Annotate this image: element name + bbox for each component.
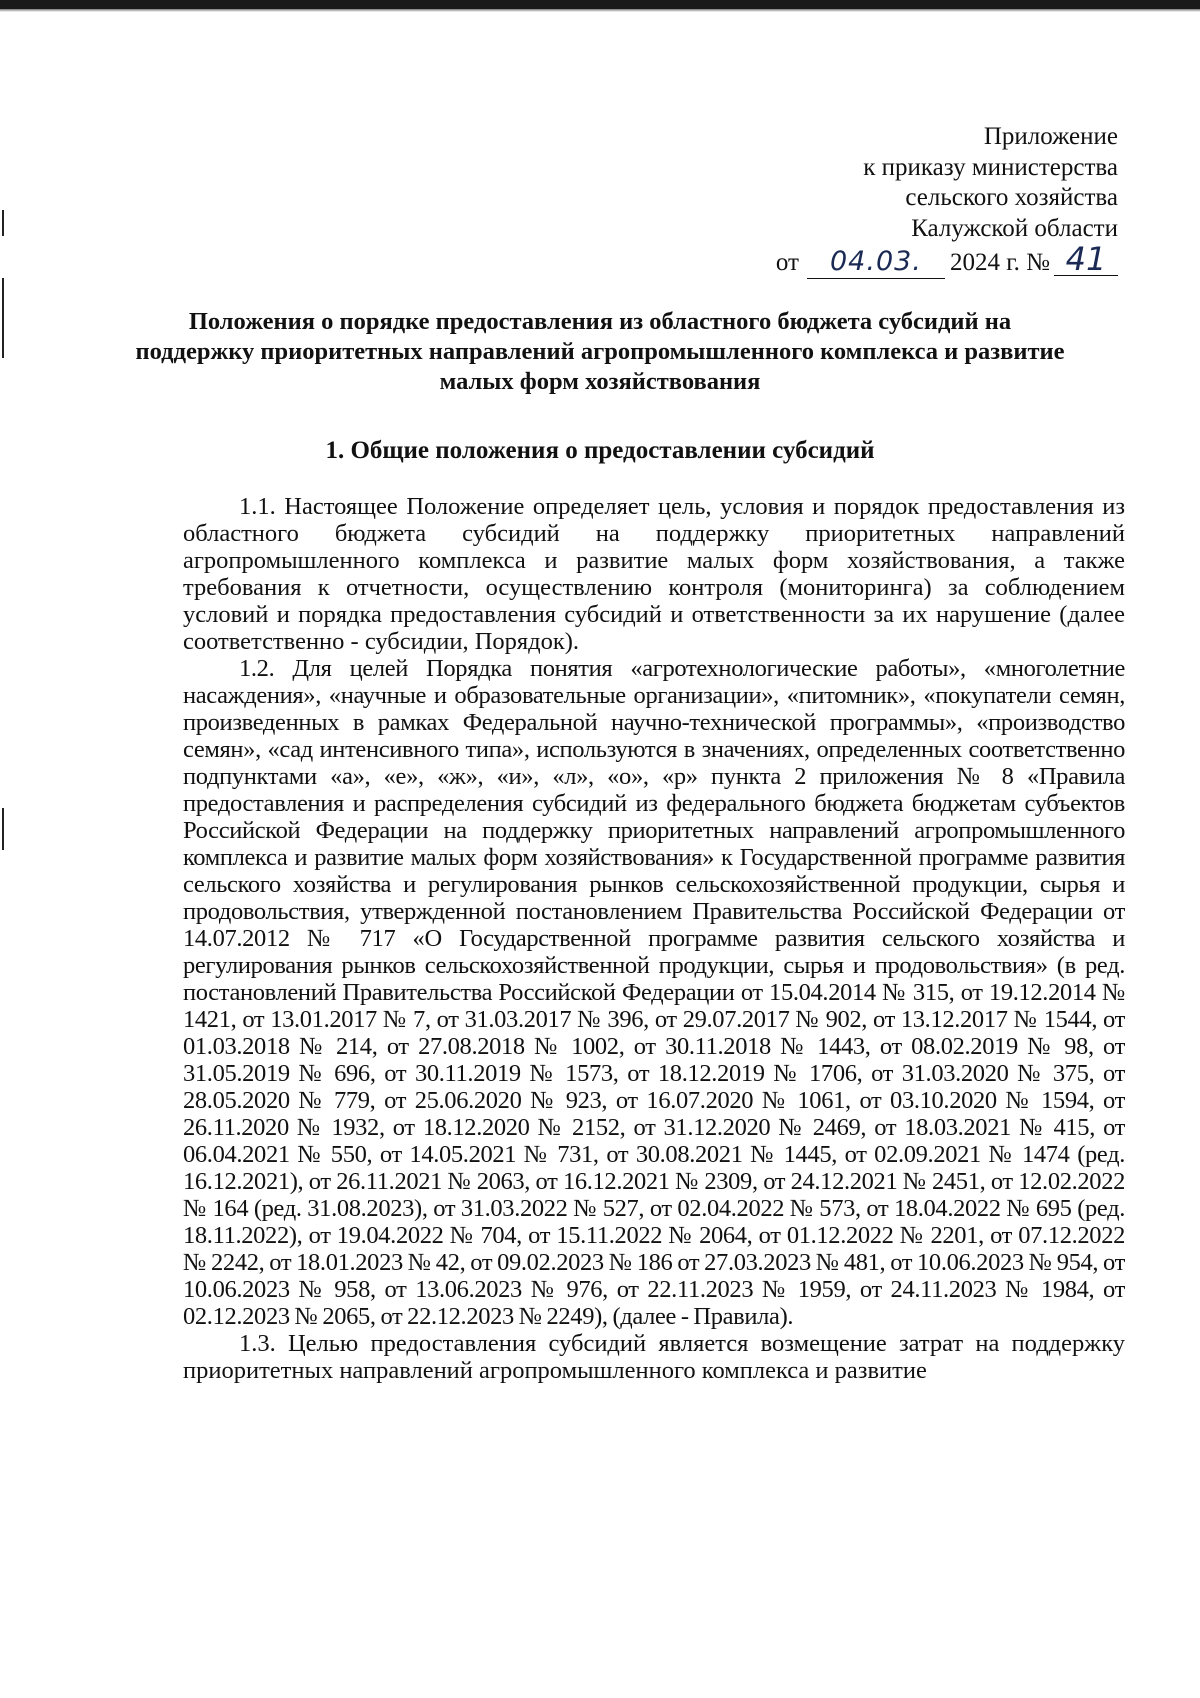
appendix-label: Приложение: [983, 123, 1118, 150]
scan-top-edge: [0, 0, 1200, 9]
region-line: Калужской области: [911, 214, 1118, 242]
handwritten-order-number: 41: [1054, 244, 1118, 276]
scan-margin-mark: [2, 210, 4, 236]
order-date-line: [638, 240, 1118, 279]
section-heading: 1. Общие положения о предоставлении субсидий: [325, 437, 875, 464]
order-reference-line: к приказу министерства: [863, 153, 1118, 181]
year-and-number-label: 2024 г. №: [949, 249, 1050, 276]
document-body: [183, 493, 1125, 1384]
paragraph-1-1: 1.1. Настоящее Положение определяет цель, условия и порядок предоставления из областного бюджета субсидий на поддержку приоритетных направлений агропромышленного комплекса и развитие малых форм хозяйствования, а также требования к отчетности, осуществлению контроля (мониторинга) за соблюдением условий и порядка предоставления субсидий и ответственности за их нарушение (далее соответственно - субсидии, Порядок).: [183, 493, 1125, 655]
paragraph-1-3: 1.3. Целью предоставления субсидий является возмещение затрат на поддержку приоритетных направлений агропромышленного комплекса и развитие: [183, 1330, 1125, 1384]
handwritten-date: 04.03.: [807, 247, 945, 279]
scan-margin-mark: [2, 278, 4, 358]
date-prefix: от: [775, 249, 799, 276]
scan-margin-mark: [2, 808, 4, 850]
ministry-line: сельского хозяйства: [905, 184, 1118, 211]
document-title: Положения о порядке предоставления из областного бюджета субсидий на поддержку приоритетных направлений агропромышленного комплекса и развитие малых форм хозяйствования: [135, 308, 1065, 395]
paragraph-1-2: 1.2. Для целей Порядка понятия «агротехнологические работы», «многолетние насаждения», «научные и образовательные организации», «питомник», «покупатели семян, произведенных в рамках Федеральной научно-технической программы», «производство семян», «сад интенсивного типа», используются в значениях, определенных соответственно подпунктами «а», «е», «ж», «и», «л», «о», «р» пункта 2 приложения № 8 «Правила предоставления и распределения субсидий из федерального бюджета бюджетам субъектов Российской Федерации на поддержку приоритетных направлений агропромышленного комплекса и развитие малых форм хозяйствования» к Государственной программе развития сельского хозяйства и регулирования рынков сельскохозяйственной продукции, сырья и продовольствия, утвержденной постановлением Правительства Российской Федерации от 14.07.2012 № 717 «О Государственной программе развития сельского хозяйства и регулирования рынков сельскохозяйственной продукции, сырья и продовольствия» (в ред. постановлений Правительства Российской Федерации от 15.04.2014 № 315, от 19.12.2014 № 1421, от 13.01.2017 № 7, от 31.03.2017 № 396, от 29.07.2017 № 902, от 13.12.2017 № 1544, от 01.03.2018 № 214, от 27.08.2018 № 1002, от 30.11.2018 № 1443, от 08.02.2019 № 98, от 31.05.2019 № 696, от 30.11.2019 № 1573, от 18.12.2019 № 1706, от 31.03.2020 № 375, от 28.05.2020 № 779, от 25.06.2020 № 923, от 16.07.2020 № 1061, от 03.10.2020 № 1594, от 26.11.2020 № 1932, от 18.12.2020 № 2152, от 31.12.2020 № 2469, от 18.03.2021 № 415, от 06.04.2021 № 550, от 14.05.2021 № 731, от 30.08.2021 № 1445, от 02.09.2021 № 1474 (ред. 16.12.2021), от 26.11.2021 № 2063, от 16.12.2021 № 2309, от 24.12.2021 № 2451, от 12.02.2022 № 164 (ред. 31.08.2023), от 31.03.2022 № 527, от 02.04.2022 № 573, от 18.04.2022 № 695 (ред. 18.11.2022), от 19.04.2022 № 704, от 15.11.2022 № 2064, от 01.12.2022 № 2201, от 07.12.2022 № 2242, от 18.01.2023 № 42, от 09.02.2023 № 186 от 27.03.2023 № 481, от 10.06.2023 № 954, от 10.06.2023 № 958, от 13.06.2023 № 976, от 22.11.2023 № 1959, от 24.11.2023 № 1984, от 02.12.2023 № 2065, от 22.12.2023 № 2249), (далее - Правила).: [183, 655, 1125, 1330]
appendix-header: [638, 122, 1118, 279]
